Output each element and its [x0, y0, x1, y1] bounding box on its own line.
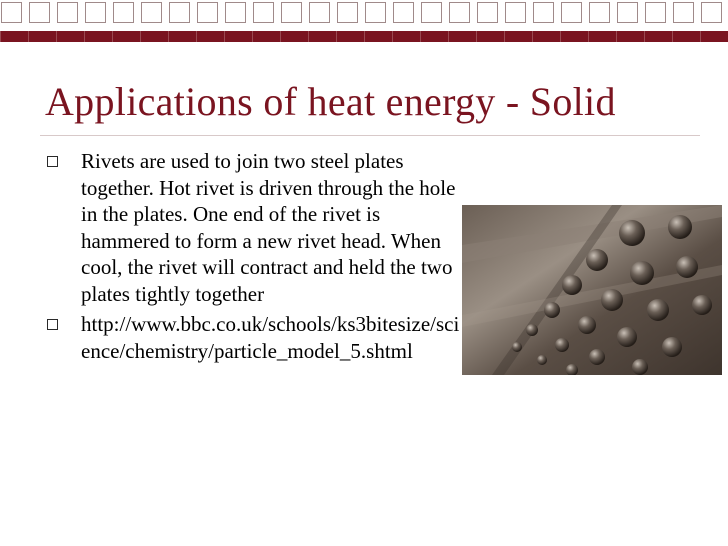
decorative-bar-segment [672, 31, 673, 42]
decorative-bar-segment [532, 31, 533, 42]
bullet-list [45, 148, 465, 364]
decorative-bar-segment [280, 31, 281, 42]
decorative-bar-segment [560, 31, 561, 42]
decorative-bar-segment [224, 31, 225, 42]
top-decorative-band [0, 0, 728, 44]
decorative-square [393, 2, 414, 23]
decorative-square-row [0, 0, 728, 31]
decorative-bar-segment [112, 31, 113, 42]
decorative-square [113, 2, 134, 23]
square-bullet-icon [47, 319, 58, 330]
decorative-bar-segment [700, 31, 701, 42]
decorative-square [337, 2, 358, 23]
decorative-bar-segment [28, 31, 29, 42]
decorative-square [225, 2, 246, 23]
decorative-square [449, 2, 470, 23]
bullet-text: Rivets are used to join two steel plates together. Hot rivet is driven through the hole in the plates. One end of the rivet is hammered to form a new rivet head. When cool, the rivet will contract and held the two plates tightly together [81, 149, 456, 306]
decorative-square [589, 2, 610, 23]
decorative-square [141, 2, 162, 23]
decorative-bar-segment [504, 31, 505, 42]
decorative-bar-segment [0, 31, 1, 42]
bullet-item-rivets [45, 148, 465, 307]
decorative-square [477, 2, 498, 23]
decorative-square [197, 2, 218, 23]
decorative-square [673, 2, 694, 23]
decorative-square [29, 2, 50, 23]
decorative-bar-segment [616, 31, 617, 42]
slide-title: Applications of heat energy - Solid [45, 79, 616, 124]
decorative-square [617, 2, 638, 23]
decorative-square [57, 2, 78, 23]
decorative-bar-segment [392, 31, 393, 42]
decorative-square [561, 2, 582, 23]
bullet-link-text: http://www.bbc.co.uk/schools/ks3bitesize/science/chemistry/particle_model_5.shtml [81, 312, 460, 363]
decorative-bar-segment [476, 31, 477, 42]
decorative-bar-segment [420, 31, 421, 42]
title-divider [40, 135, 700, 136]
decorative-bar-segment [308, 31, 309, 42]
decorative-maroon-bar [0, 31, 728, 42]
decorative-square [253, 2, 274, 23]
decorative-square [365, 2, 386, 23]
decorative-bar-segment [252, 31, 253, 42]
decorative-bar-segment [56, 31, 57, 42]
decorative-bar-segment [588, 31, 589, 42]
decorative-bar-segment [84, 31, 85, 42]
decorative-bar-segment [140, 31, 141, 42]
decorative-bar-segment [336, 31, 337, 42]
decorative-bar-segment [196, 31, 197, 42]
decorative-bar-segment [644, 31, 645, 42]
decorative-square [169, 2, 190, 23]
decorative-square [421, 2, 442, 23]
decorative-bar-segment [448, 31, 449, 42]
decorative-square [1, 2, 22, 23]
decorative-square [309, 2, 330, 23]
decorative-square [533, 2, 554, 23]
decorative-bar-segment [364, 31, 365, 42]
riveted-plates-photo [462, 205, 722, 375]
bullet-item-link [45, 311, 465, 364]
decorative-square [281, 2, 302, 23]
decorative-square [645, 2, 666, 23]
decorative-square [701, 2, 722, 23]
square-bullet-icon [47, 156, 58, 167]
decorative-square [505, 2, 526, 23]
riveted-steel-plates-photo [462, 205, 722, 375]
decorative-bar-segment [168, 31, 169, 42]
decorative-square [85, 2, 106, 23]
